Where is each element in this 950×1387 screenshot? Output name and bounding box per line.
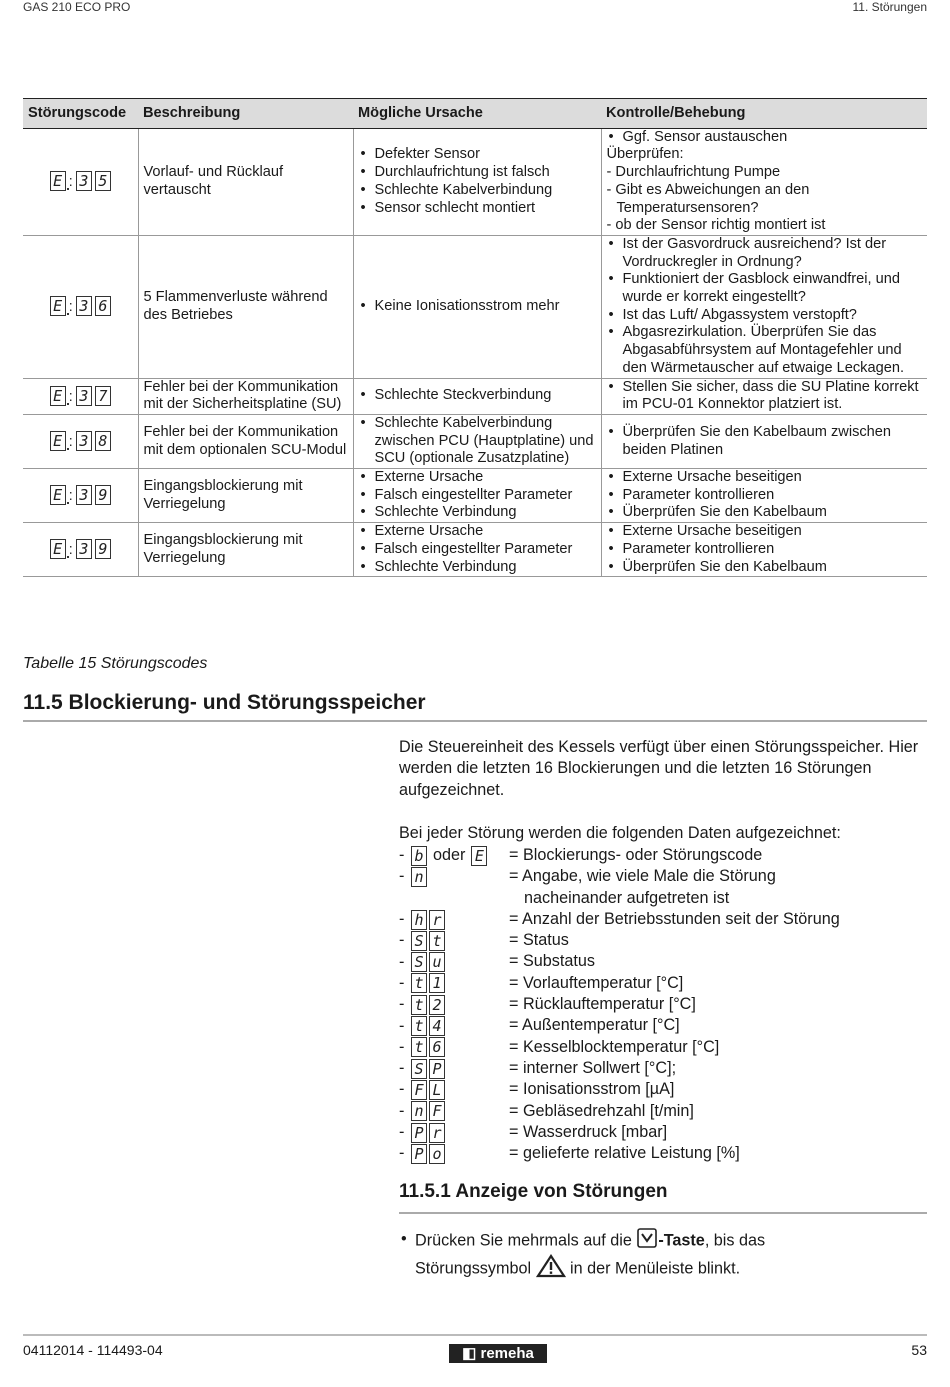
- remedy-item: • Externe Ursache beseitigen: [607, 523, 923, 541]
- recorded-data-item: [399, 1015, 929, 1036]
- recorded-data-item: [399, 909, 929, 930]
- instruction-text-d: in der Menüleiste blinkt.: [565, 1259, 741, 1278]
- recorded-data-item: [399, 1079, 929, 1100]
- display-code: [411, 910, 445, 930]
- seven-segment-digit: 2: [429, 995, 445, 1015]
- item-description: = Gebläsedrehzahl [t/min]: [509, 1101, 694, 1120]
- display-code: [50, 386, 111, 406]
- list-dash: -: [399, 1059, 405, 1078]
- cause-cell: [353, 523, 601, 577]
- seven-segment-digit: 6: [429, 1037, 445, 1057]
- list-dash: -: [399, 867, 405, 886]
- seven-segment-digit: F: [411, 1080, 427, 1100]
- table-caption: Tabelle 15 Störungscodes: [23, 655, 208, 672]
- recorded-data-item: [399, 888, 929, 909]
- seven-segment-digit: E: [50, 386, 66, 406]
- table-row: [23, 128, 927, 235]
- display-code: [471, 846, 487, 866]
- remedy-item: • Ist das Luft/ Abgassystem verstopft?: [607, 307, 923, 325]
- cause-item: • Keine Ionisationsstrom mehr: [359, 298, 596, 316]
- recorded-data-item: [399, 951, 929, 972]
- cause-item: • Schlechte Steckverbindung: [359, 387, 596, 405]
- seven-segment-digit: o: [429, 1144, 445, 1164]
- display-code: [411, 995, 445, 1015]
- item-description: = Anzahl der Betriebsstunden seit der Störung: [509, 909, 840, 928]
- header-right: 11. Störungen: [852, 0, 927, 14]
- code-separator: :: [68, 433, 73, 451]
- recorded-data-list: [399, 845, 929, 1164]
- seven-segment-digit: E: [471, 846, 487, 866]
- seven-segment-digit: t: [411, 995, 427, 1015]
- cause-cell: [353, 378, 601, 414]
- seven-segment-digit: E: [50, 539, 66, 559]
- subsection-heading: 11.5.1 Anzeige von Störungen: [399, 1181, 668, 1202]
- display-code: [411, 973, 445, 993]
- cause-cell: [353, 469, 601, 523]
- description-cell: 5 Flammenverluste während des Betriebes: [138, 235, 353, 378]
- seven-segment-digit: 9: [95, 539, 111, 559]
- recorded-data-item: [399, 1143, 929, 1164]
- recorded-data-item: [399, 866, 929, 887]
- cause-item: • Schlechte Kabelverbindung zwischen PCU (Hauptplatine) und SCU (optionale Zusatzplatine): [359, 415, 596, 468]
- cause-item: • Defekter Sensor: [359, 146, 596, 164]
- list-dash: -: [399, 1144, 405, 1163]
- remedy-item: • Überprüfen Sie den Kabelbaum zwischen beiden Platinen: [607, 424, 923, 459]
- seven-segment-digit: 8: [95, 431, 111, 451]
- intro-paragraph: Die Steuereinheit des Kessels verfügt über einen Störungsspeicher. Hier werden die letzten 16 Blockierungen und die letzten 16 Störungen aufgezeichnet.: [399, 738, 919, 799]
- seven-segment-digit: n: [411, 867, 427, 887]
- seven-segment-digit: S: [411, 952, 427, 972]
- page-number: 53: [911, 1342, 927, 1358]
- col-header-remedy: Kontrolle/Behebung: [601, 99, 927, 129]
- display-code: [411, 867, 427, 887]
- remedy-cell: [601, 523, 927, 577]
- cause-item: • Schlechte Verbindung: [359, 559, 596, 577]
- seven-segment-digit: P: [411, 1123, 427, 1143]
- seven-segment-digit: E: [50, 171, 66, 191]
- seven-segment-digit: 3: [76, 431, 92, 451]
- seven-segment-digit: F: [429, 1101, 445, 1121]
- cause-cell: [353, 128, 601, 235]
- seven-segment-digit: L: [429, 1080, 445, 1100]
- recorded-data-item: [399, 973, 929, 994]
- display-code: [411, 1080, 445, 1100]
- instruction-key: -Taste: [658, 1231, 705, 1250]
- logo-text: remeha: [480, 1345, 534, 1362]
- error-code-table: [23, 98, 927, 577]
- recorded-data-item: [399, 1037, 929, 1058]
- table-row: [23, 414, 927, 468]
- remeha-logo: ◧ remeha: [449, 1344, 547, 1363]
- code-separator: :: [68, 541, 73, 559]
- item-description: = Vorlauftemperatur [°C]: [509, 973, 684, 992]
- subsection-rule: [399, 1212, 927, 1214]
- recorded-data-item: [399, 930, 929, 951]
- list-dash: -: [399, 1016, 405, 1035]
- remedy-cell: [601, 235, 927, 378]
- cause-item: • Sensor schlecht montiert: [359, 200, 596, 218]
- item-description-continued: nacheinander aufgetreten ist: [524, 888, 730, 907]
- item-description: = interner Sollwert [°C];: [509, 1058, 677, 1077]
- list-dash: -: [399, 910, 405, 929]
- description-cell: Fehler bei der Kommunikation mit der Sicherheitsplatine (SU): [138, 378, 353, 414]
- description-cell: Eingangsblockierung mit Verriegelung: [138, 523, 353, 577]
- seven-segment-digit: 1: [429, 973, 445, 993]
- instruction-text-b: , bis das: [704, 1231, 766, 1250]
- display-code: [411, 1016, 445, 1036]
- seven-segment-digit: 5: [95, 171, 111, 191]
- cause-cell: [353, 414, 601, 468]
- display-code: [50, 485, 111, 505]
- display-code: [50, 431, 111, 451]
- col-header-code: Störungscode: [23, 99, 138, 129]
- remedy-item: • Parameter kontrollieren: [607, 487, 923, 505]
- item-description: = Angabe, wie viele Male die Störung: [509, 867, 776, 886]
- recorded-data-item: [399, 1058, 929, 1079]
- recorded-data-item: [399, 845, 929, 866]
- section-heading: 11.5 Blockierung- und Störungsspeicher: [23, 691, 426, 714]
- code-cell: [23, 414, 138, 468]
- recorded-data-item: [399, 1122, 929, 1143]
- cause-item: • Schlechte Verbindung: [359, 504, 596, 522]
- item-description: = Rücklauftemperatur [°C]: [509, 995, 696, 1014]
- seven-segment-digit: 6: [95, 296, 111, 316]
- seven-segment-digit: h: [411, 910, 427, 930]
- list-dash: -: [399, 973, 405, 992]
- cause-item: • Externe Ursache: [359, 469, 596, 487]
- code-separator: :: [68, 487, 73, 505]
- remedy-item: • Abgasrezirkulation. Überprüfen Sie das Abgasabführsystem auf Montagefehler und den Wärmetauscher auf etwaige Leckagen.: [607, 324, 923, 377]
- or-text: oder: [433, 846, 466, 865]
- display-code: [411, 1037, 445, 1057]
- remedy-item: • Parameter kontrollieren: [607, 541, 923, 559]
- table-row: [23, 523, 927, 577]
- footer-docnumber: 04112014 - 114493-04: [23, 1342, 163, 1358]
- recorded-data-item: [399, 994, 929, 1015]
- cause-item: • Externe Ursache: [359, 523, 596, 541]
- remedy-cell: [601, 378, 927, 414]
- list-dash: -: [399, 1101, 405, 1120]
- remedy-line: - Durchlaufrichtung Pumpe: [606, 164, 781, 181]
- display-code: [411, 1144, 445, 1164]
- seven-segment-digit: t: [411, 1016, 427, 1036]
- instruction: • Drücken Sie mehrmals auf die -Taste, bis das Störungssymbol in der Menüleiste blinkt.: [399, 1228, 929, 1284]
- item-description: = Blockierungs- oder Störungscode: [509, 846, 763, 864]
- seven-segment-digit: b: [411, 846, 427, 866]
- description-cell: Eingangsblockierung mit Verriegelung: [138, 469, 353, 523]
- code-cell: [23, 235, 138, 378]
- list-dash: -: [399, 846, 405, 865]
- description-cell: Fehler bei der Kommunikation mit dem optionalen SCU-Modul: [138, 414, 353, 468]
- seven-segment-digit: P: [429, 1059, 445, 1079]
- display-code: [50, 296, 111, 316]
- seven-segment-digit: S: [411, 1059, 427, 1079]
- remedy-line: Überprüfen:: [606, 146, 684, 163]
- remedy-cell: [601, 128, 927, 235]
- table-row: [23, 469, 927, 523]
- col-header-description: Beschreibung: [138, 99, 353, 129]
- seven-segment-digit: n: [411, 1101, 427, 1121]
- seven-segment-digit: t: [411, 1037, 427, 1057]
- seven-segment-digit: t: [429, 931, 445, 951]
- display-code: [411, 952, 445, 972]
- remedy-item: • Ggf. Sensor austauschen: [607, 129, 923, 147]
- seven-segment-digit: r: [429, 1123, 445, 1143]
- code-cell: [23, 523, 138, 577]
- list-dash: -: [399, 931, 405, 950]
- item-description: = gelieferte relative Leistung [%]: [509, 1144, 740, 1163]
- seven-segment-digit: 3: [76, 386, 92, 406]
- display-code: [411, 931, 445, 951]
- remedy-item: • Funktioniert der Gasblock einwandfrei, und wurde er korrekt eingestellt?: [607, 271, 923, 306]
- seven-segment-digit: P: [411, 1144, 427, 1164]
- item-description: = Substatus: [509, 952, 595, 971]
- seven-segment-digit: 4: [429, 1016, 445, 1036]
- cause-item: • Durchlaufrichtung ist falsch: [359, 164, 596, 182]
- remedy-cell: [601, 469, 927, 523]
- list-intro: Bei jeder Störung werden die folgenden Daten aufgezeichnet:: [399, 824, 841, 842]
- item-description: = Ionisationsstrom [µA]: [509, 1080, 675, 1099]
- instruction-text-a: Drücken Sie mehrmals auf die: [415, 1231, 637, 1250]
- header-left: GAS 210 ECO PRO: [23, 0, 131, 14]
- seven-segment-digit: 7: [95, 386, 111, 406]
- cause-cell: [353, 235, 601, 378]
- item-description: = Status: [509, 931, 569, 950]
- code-cell: [23, 128, 138, 235]
- item-description: = Außentemperatur [°C]: [509, 1016, 680, 1035]
- remedy-item: • Ist der Gasvordruck ausreichend? Ist der Vordruckregler in Ordnung?: [607, 236, 923, 271]
- remedy-cell: [601, 414, 927, 468]
- display-code: [50, 171, 111, 191]
- code-cell: [23, 469, 138, 523]
- seven-segment-digit: r: [429, 910, 445, 930]
- seven-segment-digit: u: [429, 952, 445, 972]
- recorded-data-item: [399, 1101, 929, 1122]
- display-code: [50, 539, 111, 559]
- menu-key-icon: [636, 1228, 658, 1254]
- remedy-item: • Stellen Sie sicher, dass die SU Platine korrekt im PCU-01 Konnektor platziert ist.: [607, 379, 923, 414]
- table-row: [23, 235, 927, 378]
- code-separator: :: [68, 298, 73, 316]
- item-description: = Wasserdruck [mbar]: [509, 1122, 668, 1141]
- seven-segment-digit: 3: [76, 485, 92, 505]
- remedy-item: • Überprüfen Sie den Kabelbaum: [607, 504, 923, 522]
- code-separator: :: [68, 387, 73, 405]
- code-separator: :: [68, 173, 73, 191]
- seven-segment-digit: E: [50, 431, 66, 451]
- table-row: [23, 378, 927, 414]
- seven-segment-digit: S: [411, 931, 427, 951]
- remedy-line: - Gibt es Abweichungen an den Temperatursensoren?: [606, 181, 810, 216]
- seven-segment-digit: E: [50, 485, 66, 505]
- cause-item: • Schlechte Kabelverbindung: [359, 182, 596, 200]
- display-code: [411, 1123, 445, 1143]
- warning-icon: [536, 1254, 566, 1284]
- cause-item: • Falsch eingestellter Parameter: [359, 487, 596, 505]
- code-cell: [23, 378, 138, 414]
- seven-segment-digit: 3: [76, 539, 92, 559]
- remedy-line: - ob der Sensor richtig montiert ist: [606, 217, 826, 234]
- seven-segment-digit: 3: [76, 171, 92, 191]
- footer-rule: [23, 1334, 927, 1336]
- display-code: [411, 1059, 445, 1079]
- list-dash: -: [399, 1080, 405, 1099]
- description-cell: Vorlauf- und Rücklauf vertauscht: [138, 128, 353, 235]
- remedy-item: • Überprüfen Sie den Kabelbaum: [607, 559, 923, 577]
- remedy-item: • Externe Ursache beseitigen: [607, 469, 923, 487]
- instruction-text-c: Störungssymbol: [415, 1259, 536, 1278]
- list-dash: -: [399, 952, 405, 971]
- item-description: = Kesselblocktemperatur [°C]: [509, 1037, 720, 1056]
- display-code: [411, 1101, 445, 1121]
- seven-segment-digit: 3: [76, 296, 92, 316]
- seven-segment-digit: t: [411, 973, 427, 993]
- section-rule: [23, 720, 927, 722]
- col-header-cause: Mögliche Ursache: [353, 99, 601, 129]
- display-code: [411, 846, 427, 866]
- seven-segment-digit: 9: [95, 485, 111, 505]
- cause-item: • Falsch eingestellter Parameter: [359, 541, 596, 559]
- list-dash: -: [399, 1037, 405, 1056]
- seven-segment-digit: E: [50, 296, 66, 316]
- list-dash: -: [399, 995, 405, 1014]
- list-dash: -: [399, 1123, 405, 1141]
